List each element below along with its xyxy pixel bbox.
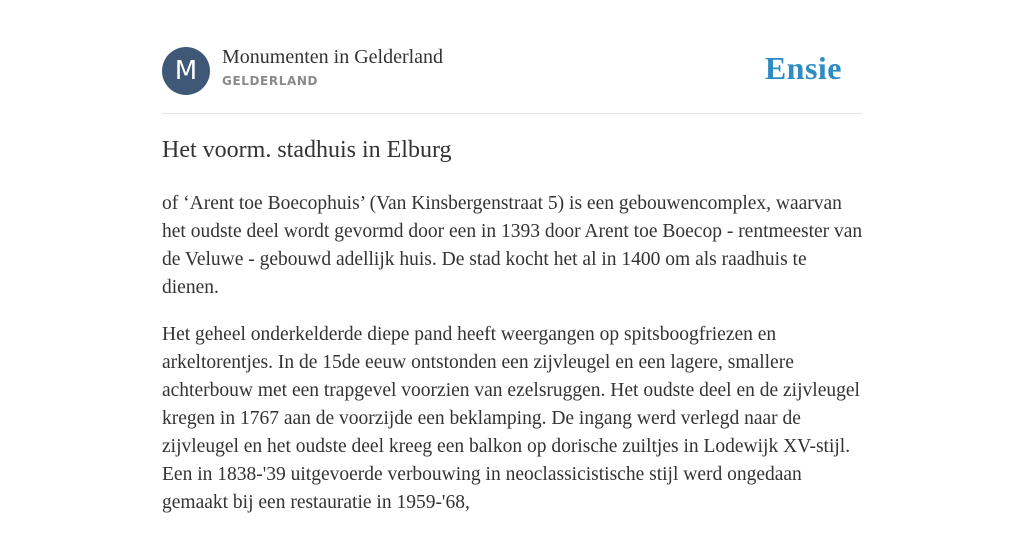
ensie-logo[interactable]: Ensie	[764, 50, 842, 86]
article-paragraph: Het geheel onderkelderde diepe pand heeft weergangen op spitsboogfriezen en arkeltorentjes. In de 15de eeuw ontstonden een zijvleugel en een lagere, smallere achterbouw met een trapgevel voorzien van ezelsruggen. Het oudste deel en de zijvleugel kregen in 1767 aan de voorzijde een beklamping. De ingang werd verlegd naar de zijvleugel en het oudste deel kreeg een balkon op dorische zuiltjes in Lodewijk XV-stijl. Een in 1838-'39 uitgevoerde verbouwing in neoclassicistische stijl werd ongedaan gemaakt bij een restauratie in 1959-'68,	[162, 324, 860, 513]
article-body	[162, 190, 866, 536]
collection-title-link[interactable]: Monumenten in Gelderland	[222, 46, 444, 68]
article-paragraph: of ‘Arent toe Boecophuis’ (Van Kinsbergenstraat 5) is een gebouwencomplex, waarvan het oudste deel wordt gevormd door een in 1393 door Arent toe Boecop - rentmeester van de Veluwe - gebouwd adellijk huis. De stad kocht het al in 1400 om als raadhuis te dienen.	[162, 193, 863, 298]
collection-subtitle[interactable]: GELDERLAND	[222, 74, 319, 88]
collection-avatar[interactable]: M	[162, 47, 210, 95]
article-title: Het voorm. stadhuis in Elburg	[162, 137, 452, 163]
collection-header	[162, 46, 862, 96]
header-divider	[162, 113, 862, 114]
